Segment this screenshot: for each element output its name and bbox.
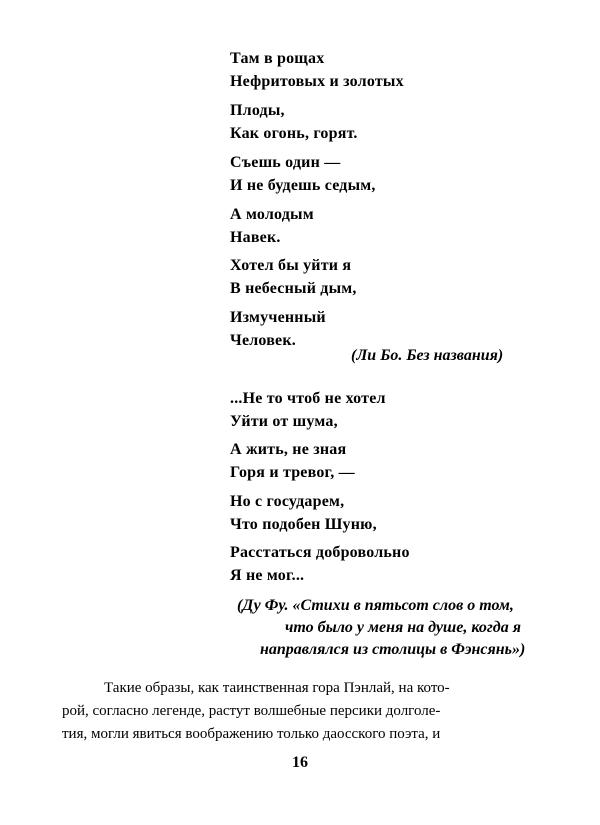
page-number: 16: [292, 754, 308, 771]
poem-attribution: направлялся из столицы в Фэнсянь»): [260, 641, 526, 658]
poem-line: Расстаться добровольно: [230, 544, 410, 561]
poem-line: Плоды,: [230, 102, 285, 119]
poem-attribution: что было у меня на душе, когда я: [285, 619, 521, 636]
poem-line: В небесный дым,: [230, 280, 357, 297]
poem-line: Уйти от шума,: [230, 413, 338, 430]
poem-attribution: (Ли Бо. Без названия): [351, 347, 504, 364]
poem-line: Съешь один —: [230, 154, 341, 171]
poem-line: Человек.: [230, 332, 296, 349]
poem-line: Там в рощах: [230, 50, 325, 67]
poem-line: Как огонь, горят.: [230, 125, 358, 142]
paragraph-line: тия, могли явиться воображению только даосского поэта, и: [62, 726, 441, 742]
poem-line: А жить, не зная: [230, 441, 347, 458]
poem-line: Горя и тревог, —: [230, 464, 355, 481]
poem-line: Я не мог...: [230, 567, 305, 584]
poem-attribution: (Ду Фу. «Стихи в пятьсот слов о том,: [237, 597, 514, 614]
paragraph-line: рой, согласно легенде, растут волшебные персики долголе-: [62, 703, 441, 719]
poem-line: Измученный: [230, 309, 326, 326]
poem-line: Навек.: [230, 229, 281, 246]
poem-line: А молодым: [230, 206, 314, 223]
poem-line: ...Не то чтоб не хотел: [230, 390, 386, 407]
poem-line: И не будешь седым,: [230, 177, 376, 194]
paragraph-line: Такие образы, как таинственная гора Пэнлай, на кото-: [104, 680, 450, 696]
poem-line: Нефритовых и золотых: [230, 73, 404, 90]
poem-line: Что подобен Шуню,: [230, 516, 377, 533]
poem-line: Хотел бы уйти я: [230, 257, 352, 274]
poem-line: Но с государем,: [230, 493, 345, 510]
